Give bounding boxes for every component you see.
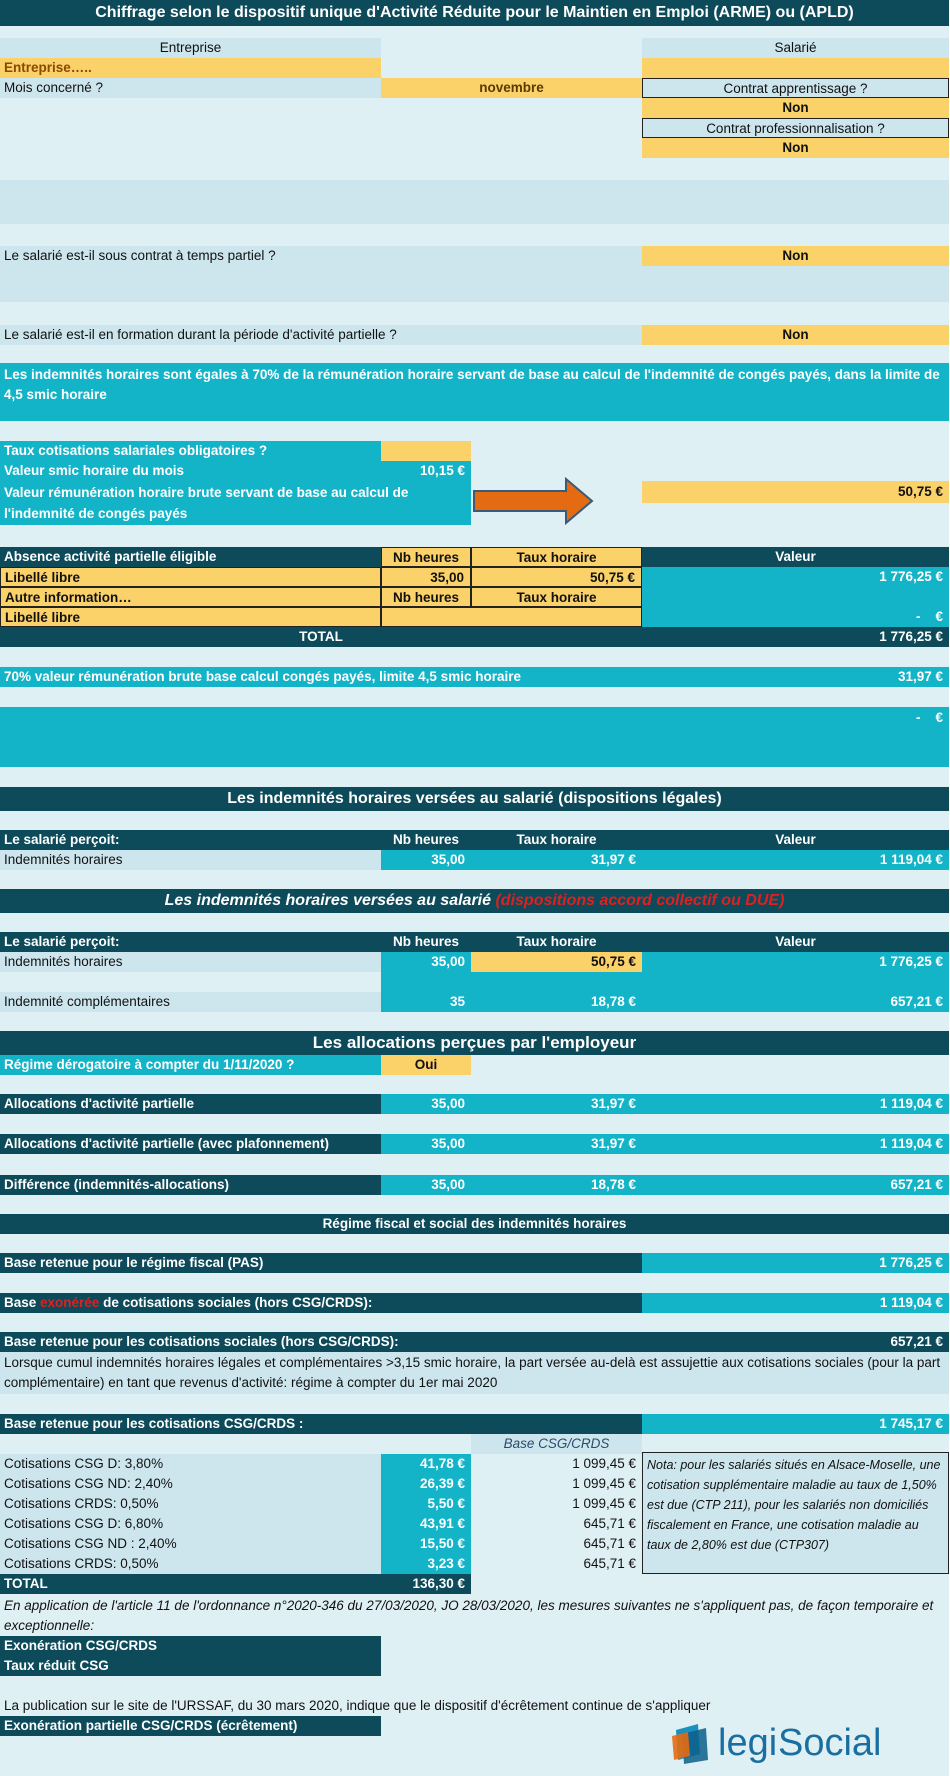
other-info-rate: Taux horaire xyxy=(471,587,642,607)
arrow-right-icon xyxy=(472,477,596,525)
csg-row4-base: 645,71 € xyxy=(583,1516,636,1531)
accord-row1-rate[interactable]: 50,75 € xyxy=(471,952,642,972)
csg-row1-amount: 41,78 € xyxy=(381,1454,471,1474)
contrat-pro-value[interactable]: Non xyxy=(642,138,949,158)
fiscal-cot-label: Base retenue pour les cotisations sociales (hors CSG/CRDS): xyxy=(0,1332,642,1352)
fiscal-exo-prefix: Base xyxy=(4,1295,41,1310)
legal-col-rate: Taux horaire xyxy=(471,830,642,850)
logo-social: Social xyxy=(778,1722,882,1764)
csg-row4-amount: 43,91 € xyxy=(381,1514,471,1534)
legisocial-logo-icon xyxy=(668,1720,716,1766)
csg-row5-label: Cotisations CSG ND : 2,40% xyxy=(0,1534,381,1554)
csg-note: Nota: pour les salariés situés en Alsace-Moselle, une cotisation supplémentaire maladie au taux de 1,50% est due (CTP 211), pour les salariés non domiciliés fiscalement en France, une cotisation maladie au taux de 2,80% est due (CTP307) xyxy=(642,1452,949,1574)
temps-partiel-value[interactable]: Non xyxy=(642,246,949,266)
alloc-row3-rate: 18,78 € xyxy=(471,1175,642,1195)
fiscal-exo-red: exonérée xyxy=(40,1295,100,1310)
absence-header: Absence activité partielle éligible xyxy=(0,547,381,567)
salarie-name-cell[interactable] xyxy=(642,58,949,78)
csg-row6-label: Cotisations CRDS: 0,50% xyxy=(0,1554,381,1574)
taux-label: Taux cotisations salariales obligatoires ? xyxy=(0,441,381,461)
urssaf-text: La publication sur le site de l'URSSAF, du 30 mars 2020, indique que le dispositif d'écrêtement continue de s'appliquer xyxy=(4,1698,711,1713)
accord-row1-value: 1 776,25 € xyxy=(642,952,949,972)
legal-title: Les indemnités horaires versées au salarié (dispositions légales) xyxy=(0,787,949,811)
fiscal-csg-value: 1 745,17 € xyxy=(642,1414,949,1434)
fiscal-exo-suffix: de cotisations sociales (hors CSG/CRDS): xyxy=(99,1295,373,1310)
legal-header-label: Le salarié perçoit: xyxy=(0,830,381,850)
accord-header-label: Le salarié perçoit: xyxy=(0,932,381,952)
alloc-row3-value: 657,21 € xyxy=(642,1175,949,1195)
mois-value-cell[interactable]: novembre xyxy=(381,78,642,98)
temps-partiel-question: Le salarié est-il sous contrat à temps partiel ? xyxy=(0,246,642,266)
accord-col-rate: Taux horaire xyxy=(471,932,642,952)
absence-row1-label[interactable]: Libellé libre xyxy=(0,567,381,587)
alloc-row2-hours: 35,00 xyxy=(381,1134,471,1154)
accord-row2-label: Indemnité complémentaires xyxy=(0,992,381,1012)
exo-partielle-label: Exonération partielle CSG/CRDS (écrêtement) xyxy=(0,1716,381,1736)
page-title: Chiffrage selon le dispositif unique d'Activité Réduite pour le Maintien en Emploi (ARME) ou (APLD) xyxy=(0,0,949,26)
csg-row6-base: 645,71 € xyxy=(583,1556,636,1571)
alloc-row1-hours: 35,00 xyxy=(381,1094,471,1114)
contrat-pro-question: Contrat professionnalisation ? xyxy=(642,118,949,138)
accord-row2-rate: 18,78 € xyxy=(471,992,642,1012)
alloc-row1-label: Allocations d'activité partielle xyxy=(0,1094,381,1114)
csg-row4-label: Cotisations CSG D: 6,80% xyxy=(0,1514,381,1534)
absence-col-hours: Nb heures xyxy=(381,547,471,567)
alloc-regime-value[interactable]: Oui xyxy=(381,1055,471,1075)
fiscal-csg-label: Base retenue pour les cotisations CSG/CRDS : xyxy=(0,1414,642,1434)
csg-total-value: 136,30 € xyxy=(381,1574,471,1594)
csg-row5-amount: 15,50 € xyxy=(381,1534,471,1554)
legal-col-value: Valeur xyxy=(642,830,949,850)
logo-legi: legi xyxy=(718,1722,778,1764)
csg-row2-label: Cotisations CSG ND: 2,40% xyxy=(0,1474,381,1494)
exo-csg-label: Exonération CSG/CRDS xyxy=(0,1636,381,1656)
csg-row3-label: Cotisations CRDS: 0,50% xyxy=(0,1494,381,1514)
alloc-row1-rate: 31,97 € xyxy=(471,1094,642,1114)
alloc-row2-value: 1 119,04 € xyxy=(642,1134,949,1154)
accord-title xyxy=(0,889,949,913)
absence-col-value: Valeur xyxy=(642,547,949,567)
absence-row2-value: - € xyxy=(642,607,949,627)
accord-col-value: Valeur xyxy=(642,932,949,952)
spacer-band xyxy=(0,180,949,224)
legal-row-value: 1 119,04 € xyxy=(642,850,949,870)
alloc-row3-label: Différence (indemnités-allocations) xyxy=(0,1175,381,1195)
fiscal-exo-value: 1 119,04 € xyxy=(642,1293,949,1313)
mois-label: Mois concerné ? xyxy=(0,78,381,98)
fiscal-cumul-text: Lorsque cumul indemnités horaires légales et complémentaires >3,15 smic horaire, la part versée au-delà est assujettie aux cotisations sociales (pour la part complémentaire) en tant que revenus d'activité: régime à compter du 1er mai 2020 xyxy=(0,1352,949,1394)
remun-value[interactable]: 50,75 € xyxy=(642,481,949,503)
absence-total-label: TOTAL xyxy=(0,627,642,647)
csg-row6-amount: 3,23 € xyxy=(381,1554,471,1574)
alloc-regime-label: Régime dérogatoire à compter du 1/11/2020 ? xyxy=(0,1055,381,1075)
csg-row1-label: Cotisations CSG D: 3,80% xyxy=(0,1454,381,1474)
ordonnance-text: En application de l'article 11 de l'ordonnance n°2020-346 du 27/03/2020, JO 28/03/2020, les mesures suivantes ne s'appliquent pas, de façon temporaire et exceptionnelle: xyxy=(4,1598,934,1633)
alloc-title: Les allocations perçues par l'employeur xyxy=(0,1031,949,1055)
fiscal-exo-label xyxy=(0,1293,642,1313)
formation-question: Le salarié est-il en formation durant la période d'activité partielle ? xyxy=(0,325,642,345)
csg-base-header: Base CSG/CRDS xyxy=(471,1434,642,1454)
csg-row3-amount: 5,50 € xyxy=(381,1494,471,1514)
accord-row1-label: Indemnités horaires xyxy=(0,952,381,972)
other-info-hours: Nb heures xyxy=(381,587,471,607)
fiscal-pas-label: Base retenue pour le régime fiscal (PAS) xyxy=(0,1253,642,1273)
temps-partiel-spacer xyxy=(0,266,949,302)
csg-total-label: TOTAL xyxy=(0,1574,381,1594)
accord-row2-hours: 35 xyxy=(381,992,471,1012)
alloc-row1-value: 1 119,04 € xyxy=(642,1094,949,1114)
alloc-row2-rate: 31,97 € xyxy=(471,1134,642,1154)
alloc-row3-hours: 35,00 xyxy=(381,1175,471,1195)
legal-col-hours: Nb heures xyxy=(381,830,471,850)
absence-row1-value: 1 776,25 € xyxy=(642,567,949,587)
entreprise-name-cell[interactable]: Entreprise….. xyxy=(0,58,381,78)
taux-reduit-label: Taux réduit CSG xyxy=(0,1656,381,1676)
seventy-value: 31,97 € xyxy=(642,667,949,687)
remun-label: Valeur rémunération horaire brute servant de base au calcul de l'indemnité de congés payés xyxy=(0,481,471,525)
taux-value-cell[interactable] xyxy=(381,441,471,461)
contrat-apprentissage-question: Contrat apprentissage ? xyxy=(642,78,949,98)
csg-row3-base: 1 099,45 € xyxy=(572,1496,636,1511)
alloc-row2-label: Allocations d'activité partielle (avec plafonnement) xyxy=(0,1134,381,1154)
fiscal-pas-value: 1 776,25 € xyxy=(642,1253,949,1273)
entreprise-header: Entreprise xyxy=(0,38,381,58)
csg-row2-base: 1 099,45 € xyxy=(572,1476,636,1491)
seventy-extra-value: - € xyxy=(0,707,949,767)
legal-row-rate: 31,97 € xyxy=(471,850,642,870)
absence-total-value: 1 776,25 € xyxy=(642,627,949,647)
accord-title-main: Les indemnités horaires versées au salarié xyxy=(164,892,492,909)
legisocial-logo[interactable] xyxy=(668,1716,928,1770)
accord-title-red: (dispositions accord collectif ou DUE) xyxy=(495,892,785,909)
other-info-value xyxy=(642,587,949,607)
info-text: Les indemnités horaires sont égales à 70% de la rémunération horaire servant de base au calcul de l'indemnité de congés payés, dans la limite de 4,5 smic horaire xyxy=(0,363,949,421)
accord-row2-value: 657,21 € xyxy=(642,992,949,1012)
smic-label: Valeur smic horaire du mois xyxy=(0,461,381,481)
fiscal-title: Régime fiscal et social des indemnités horaires xyxy=(0,1214,949,1234)
fiscal-cot-value: 657,21 € xyxy=(642,1332,949,1352)
csg-row2-amount: 26,39 € xyxy=(381,1474,471,1494)
absence-col-rate: Taux horaire xyxy=(471,547,642,567)
smic-value: 10,15 € xyxy=(381,461,471,481)
other-info-label[interactable]: Autre information… xyxy=(0,587,381,607)
absence-row2-hours[interactable] xyxy=(381,607,642,627)
csg-row5-base: 645,71 € xyxy=(583,1536,636,1551)
legal-row-label: Indemnités horaires xyxy=(0,850,381,870)
seventy-label: 70% valeur rémunération brute base calcul congés payés, limite 4,5 smic horaire xyxy=(0,667,642,687)
legal-row-hours: 35,00 xyxy=(381,850,471,870)
csg-row1-base: 1 099,45 € xyxy=(572,1456,636,1471)
absence-row1-rate[interactable]: 50,75 € xyxy=(471,567,642,587)
absence-row2-label[interactable]: Libellé libre xyxy=(0,607,381,627)
contrat-apprentissage-value[interactable]: Non xyxy=(642,98,949,118)
accord-col-hours: Nb heures xyxy=(381,932,471,952)
accord-row1-hours: 35,00 xyxy=(381,952,471,972)
absence-row1-hours[interactable]: 35,00 xyxy=(381,567,471,587)
salarie-header: Salarié xyxy=(642,38,949,58)
formation-value[interactable]: Non xyxy=(642,325,949,345)
